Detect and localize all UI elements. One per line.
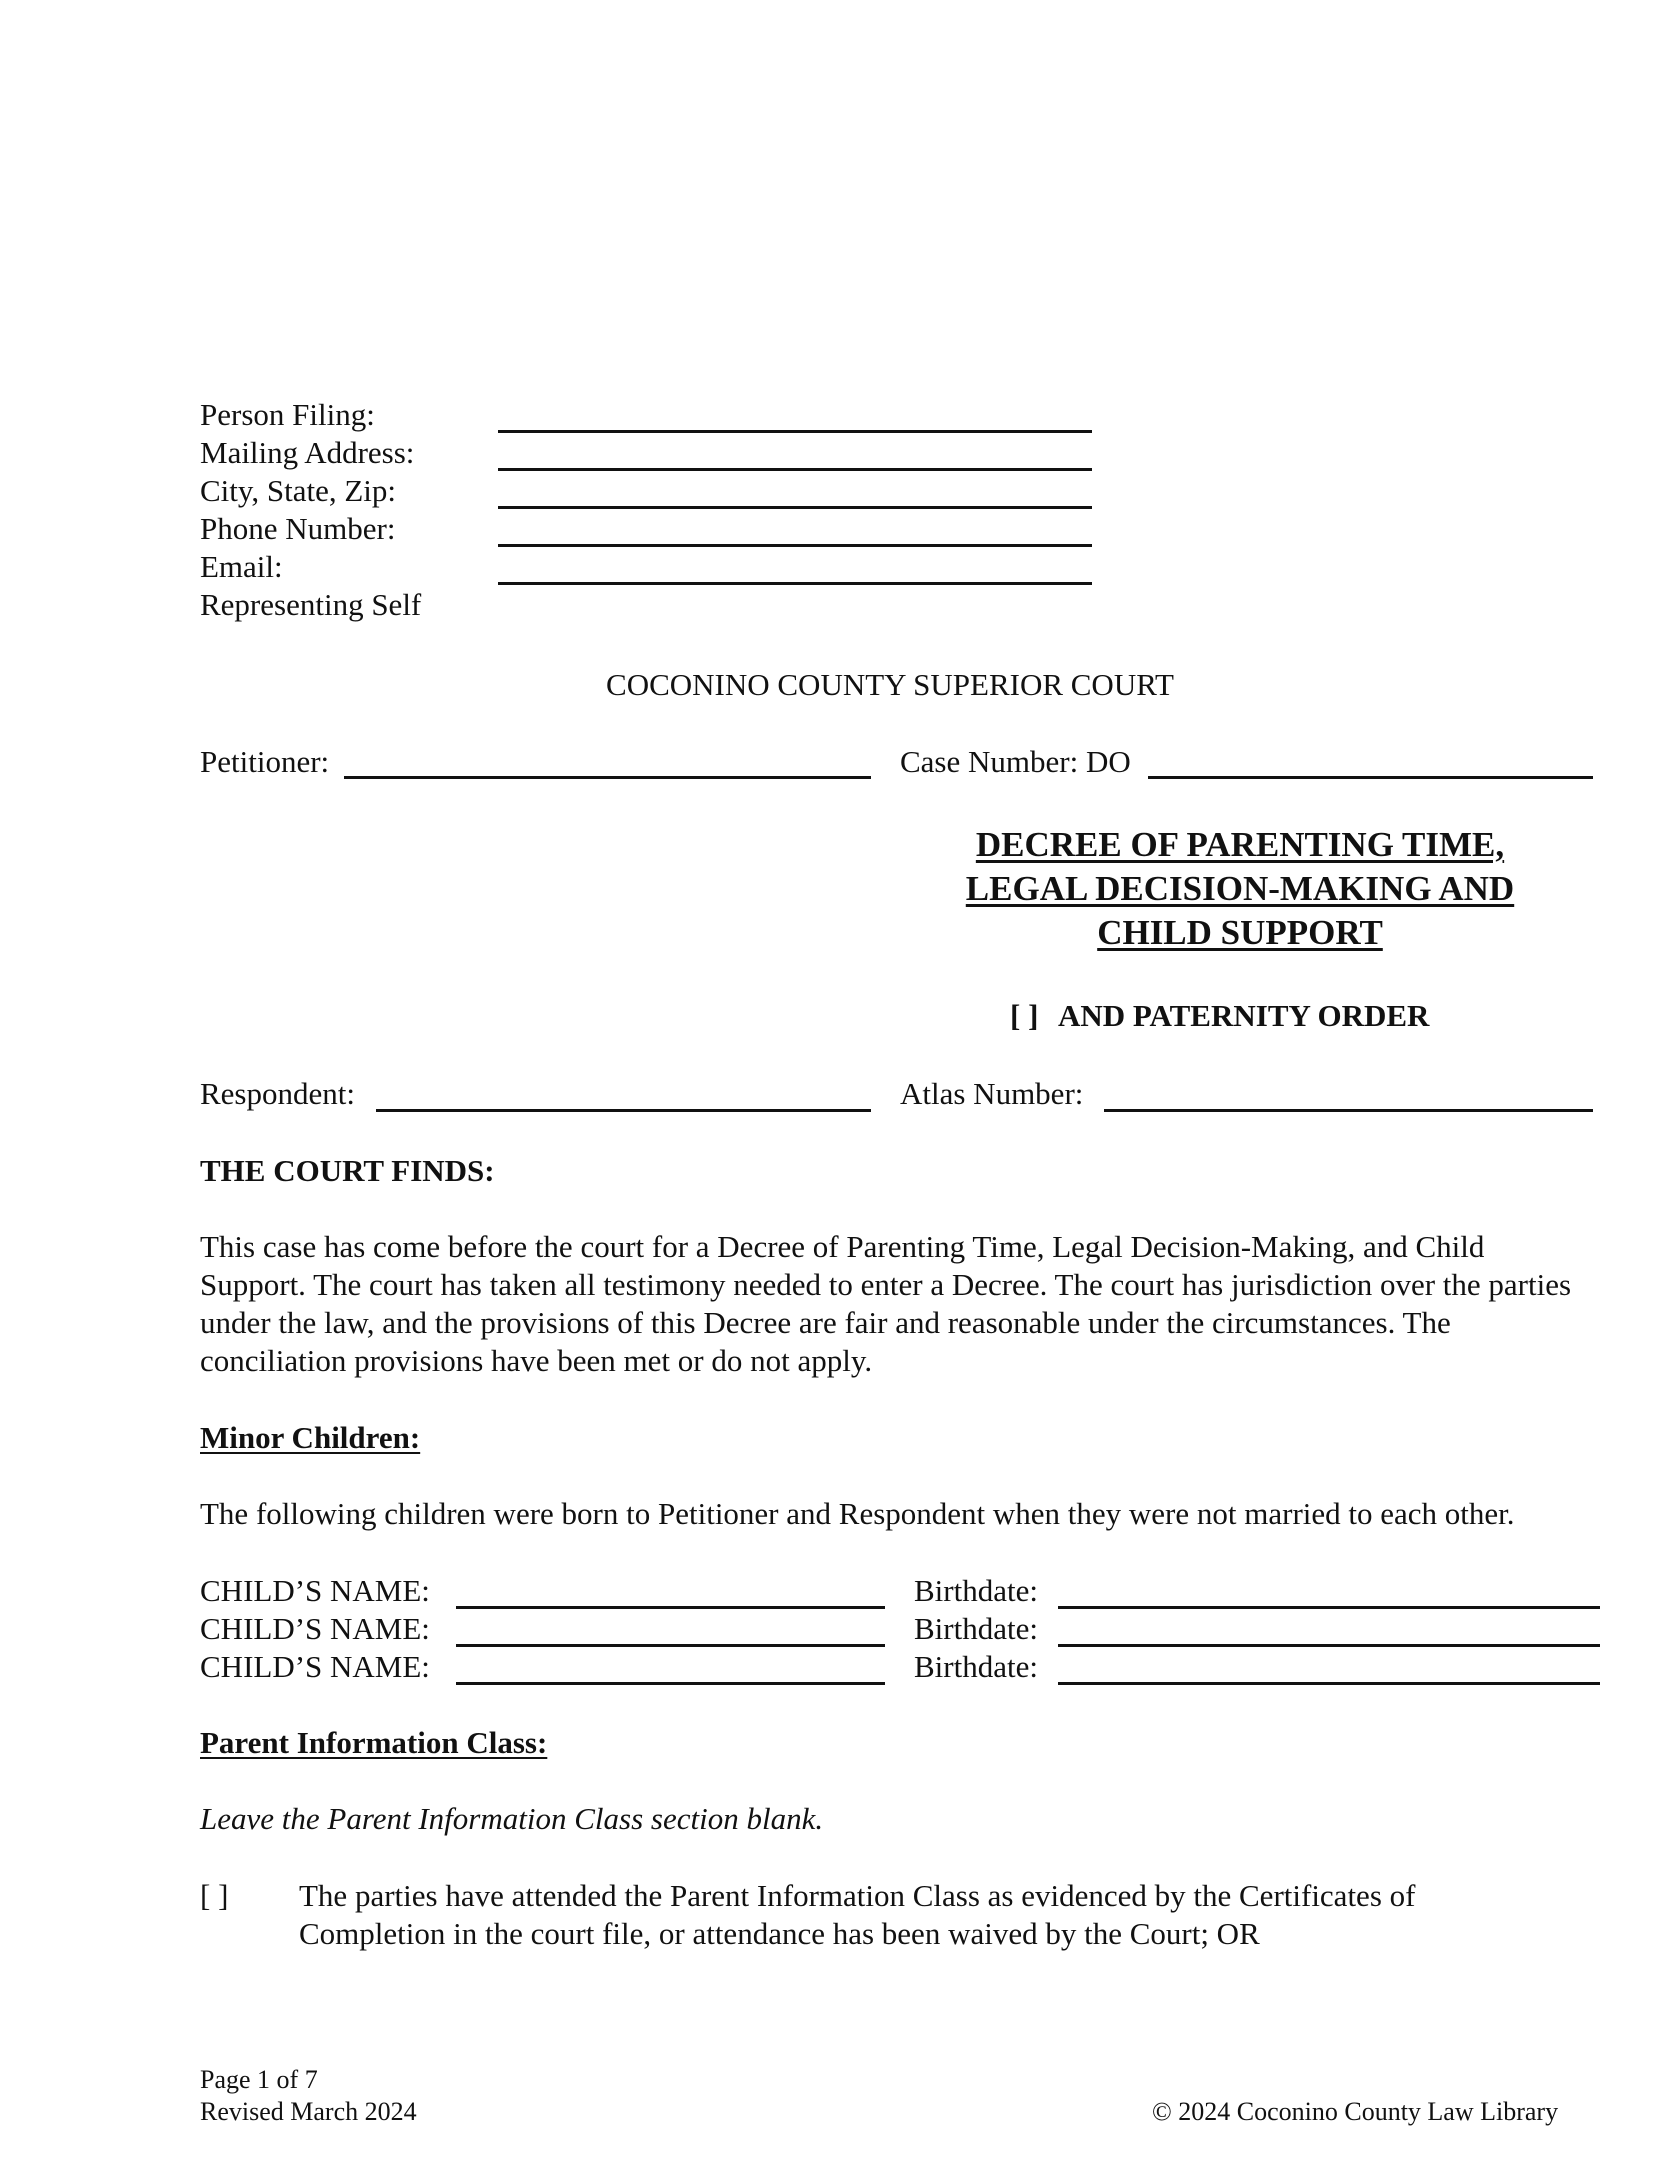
parent-class-option-text: The parties have attended the Parent Information Class as evidenced by the Certificates of Completion in the court file, or attendance has been waived by the Court; OR [299, 1878, 1416, 1951]
paternity-order-label: AND PATERNITY ORDER [1058, 998, 1430, 1033]
case-number-label: Case Number: DO [900, 744, 1131, 779]
birthdate-field[interactable] [1058, 1682, 1600, 1685]
petitioner-label: Petitioner: [200, 744, 330, 779]
parent-class-checkbox[interactable]: [ ] [200, 1878, 229, 1913]
birthdate-label: Birthdate: [914, 1611, 1038, 1646]
parent-class-instruction: Leave the Parent Information Class section blank. [200, 1801, 824, 1836]
child-name-label: CHILD’S NAME: [200, 1611, 430, 1646]
child-name-field[interactable] [456, 1606, 885, 1609]
case-number-field[interactable] [1148, 776, 1593, 779]
child-name-label: CHILD’S NAME: [200, 1649, 430, 1684]
page-number: Page 1 of 7 [200, 2065, 318, 2094]
child-name-field[interactable] [456, 1682, 885, 1685]
email-label: Email: [200, 549, 283, 584]
mailing-address-label: Mailing Address: [200, 435, 415, 470]
birthdate-label: Birthdate: [914, 1649, 1038, 1684]
birthdate-field[interactable] [1058, 1606, 1600, 1609]
court-name: COCONINO COUNTY SUPERIOR COURT [606, 667, 1174, 702]
minor-children-intro: The following children were born to Petitioner and Respondent when they were not married to each other. [200, 1496, 1515, 1531]
mailing-address-field[interactable] [498, 468, 1092, 471]
atlas-number-label: Atlas Number: [900, 1076, 1084, 1111]
copyright-notice: © 2024 Coconino County Law Library [1152, 2097, 1559, 2126]
document-title-line3: CHILD SUPPORT [1097, 913, 1383, 952]
person-filing-field[interactable] [498, 430, 1092, 433]
person-filing-label: Person Filing: [200, 397, 375, 432]
respondent-label: Respondent: [200, 1076, 355, 1111]
phone-number-field[interactable] [498, 544, 1092, 547]
child-name-label: CHILD’S NAME: [200, 1573, 430, 1608]
parent-class-heading: Parent Information Class: [200, 1725, 548, 1760]
birthdate-label: Birthdate: [914, 1573, 1038, 1608]
birthdate-field[interactable] [1058, 1644, 1600, 1647]
representing-self-label: Representing Self [200, 587, 422, 622]
child-name-field[interactable] [456, 1644, 885, 1647]
atlas-number-field[interactable] [1104, 1109, 1593, 1112]
court-finds-heading: THE COURT FINDS: [200, 1153, 495, 1188]
phone-number-label: Phone Number: [200, 511, 396, 546]
document-title-line2: LEGAL DECISION-MAKING AND [965, 869, 1515, 908]
document-title-line1: DECREE OF PARENTING TIME, [975, 825, 1505, 864]
city-state-zip-field[interactable] [498, 506, 1092, 509]
revised-date: Revised March 2024 [200, 2097, 417, 2126]
minor-children-heading: Minor Children: [200, 1420, 421, 1455]
city-state-zip-label: City, State, Zip: [200, 473, 397, 508]
email-field[interactable] [498, 582, 1092, 585]
respondent-field[interactable] [376, 1109, 871, 1112]
petitioner-field[interactable] [344, 776, 871, 779]
paternity-checkbox[interactable]: [ ] [1010, 998, 1039, 1033]
court-finds-paragraph: This case has come before the court for a Decree of Parenting Time, Legal Decision-Making, and Child Support. The court has taken all testimony needed to enter a Decree. The court has jurisdiction over the parties under the law, and the provisions of this Decree are fair and reasonable under the circumstances. The conciliation provisions have been met or do not apply. [200, 1229, 1572, 1378]
